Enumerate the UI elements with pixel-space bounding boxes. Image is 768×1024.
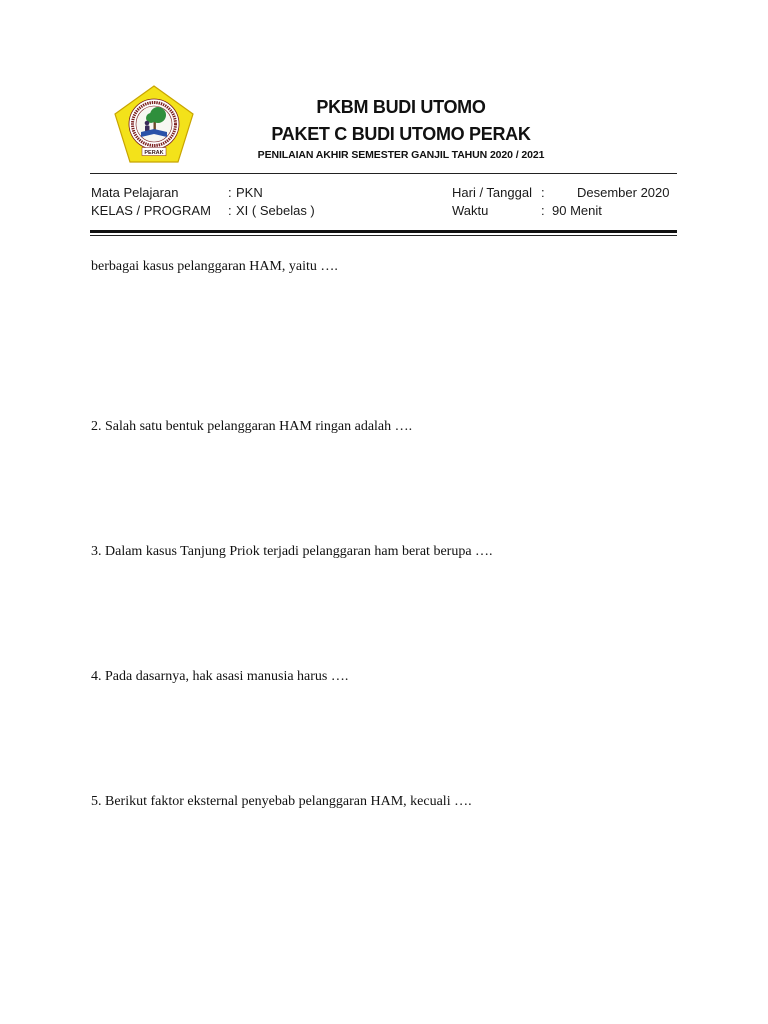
info-divider-thick bbox=[90, 230, 677, 233]
subject-label: Mata Pelajaran bbox=[91, 185, 179, 200]
header-divider bbox=[90, 173, 677, 174]
date-colon: : bbox=[541, 185, 545, 200]
time-label: Waktu bbox=[452, 203, 489, 218]
question-item: 3. Dalam kasus Tanjung Priok terjadi pelanggaran ham berat berupa …. bbox=[91, 544, 493, 559]
question-item: berbagai kasus pelanggaran HAM, yaitu …. bbox=[91, 259, 338, 274]
class-value: XI ( Sebelas ) bbox=[236, 203, 315, 218]
institution-title: PKBM BUDI UTOMO bbox=[316, 97, 486, 117]
time-value: 90 Menit bbox=[552, 203, 602, 218]
logo-figure-head bbox=[145, 121, 150, 126]
date-value: Desember 2020 bbox=[577, 185, 670, 200]
question-item: 4. Pada dasarnya, hak asasi manusia harus …. bbox=[91, 669, 349, 684]
info-divider-thin bbox=[90, 235, 677, 236]
time-colon: : bbox=[541, 203, 545, 218]
subject-value: PKN bbox=[236, 185, 263, 200]
subject-colon: : bbox=[228, 185, 232, 200]
program-title: PAKET C BUDI UTOMO PERAK bbox=[271, 124, 531, 144]
class-colon: : bbox=[228, 203, 232, 218]
date-label: Hari / Tanggal bbox=[452, 185, 532, 200]
question-item: 5. Berikut faktor eksternal penyebab pelanggaran HAM, kecuali …. bbox=[91, 794, 472, 809]
question-item: 2. Salah satu bentuk pelanggaran HAM ringan adalah …. bbox=[91, 419, 413, 434]
class-label: KELAS / PROGRAM bbox=[91, 203, 211, 218]
school-logo bbox=[114, 85, 194, 163]
logo-banner-label: PERAK bbox=[144, 149, 164, 156]
exam-title: PENILAIAN AKHIR SEMESTER GANJIL TAHUN 2020 / 2021 bbox=[257, 149, 545, 161]
